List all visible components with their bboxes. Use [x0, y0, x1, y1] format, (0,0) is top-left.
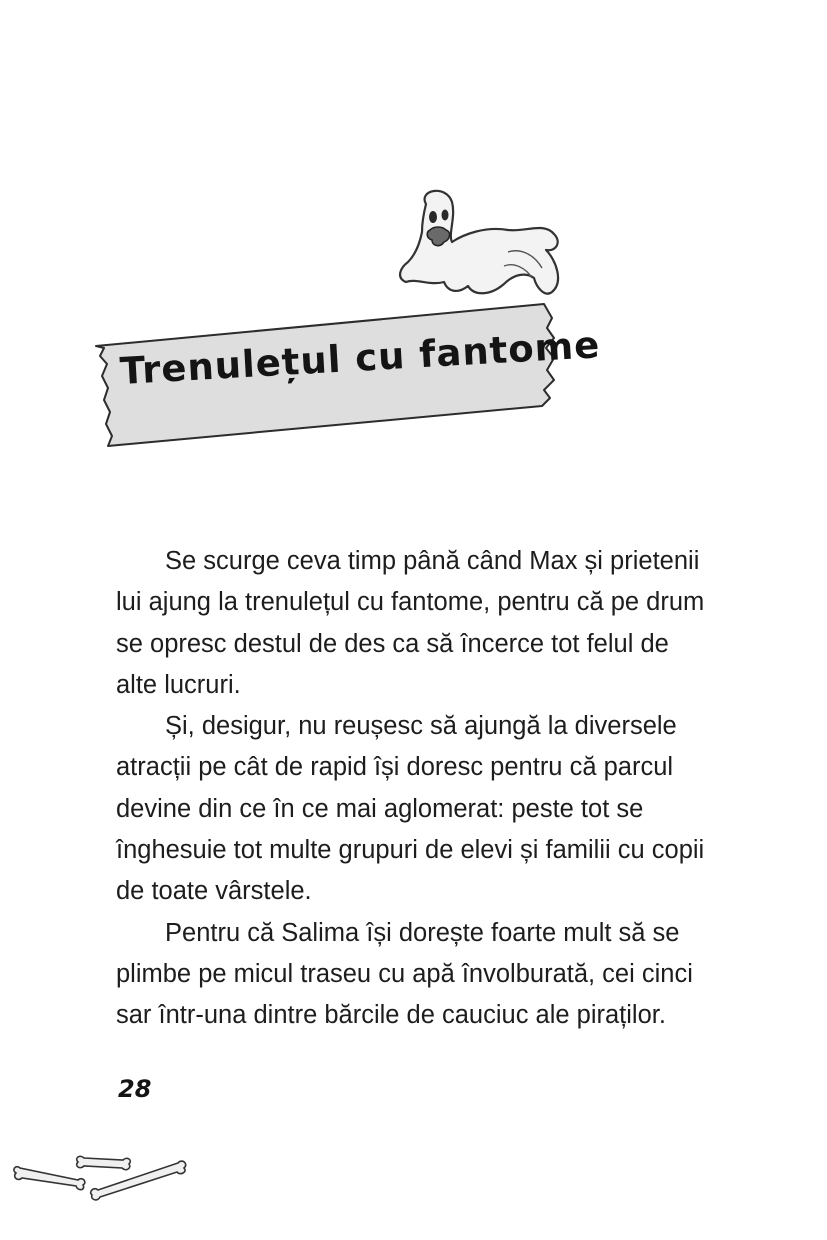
paragraph: Se scurge ceva timp până când Max și prietenii lui ajung la trenulețul cu fantome, pentru că pe drum se opresc destul de des ca să încerce tot felul de alte lucruri. [116, 547, 705, 699]
ghost-icon [386, 182, 576, 312]
bones-illustration [12, 1152, 197, 1202]
paragraph: Pentru că Salima își dorește foarte mult să se plimbe pe micul traseu cu apă învolburată, cei cinci sar într-una dintre bărcile de cauciuc ale piraților. [116, 918, 693, 1030]
ghost-illustration [386, 182, 576, 312]
page-number: 28 [118, 1075, 152, 1103]
paragraph: Și, desigur, nu reușesc să ajungă la diversele atracții pe cât de rapid își doresc pentru că parcul devine din ce în ce mai aglomerat: peste tot se înghesuie tot multe grupuri de elevi și familii cu copii de toate vârstele. [116, 712, 705, 906]
body-text [116, 541, 716, 1037]
chapter-title: Trenulețul cu fantome [118, 323, 602, 393]
bones-icon [12, 1152, 197, 1202]
